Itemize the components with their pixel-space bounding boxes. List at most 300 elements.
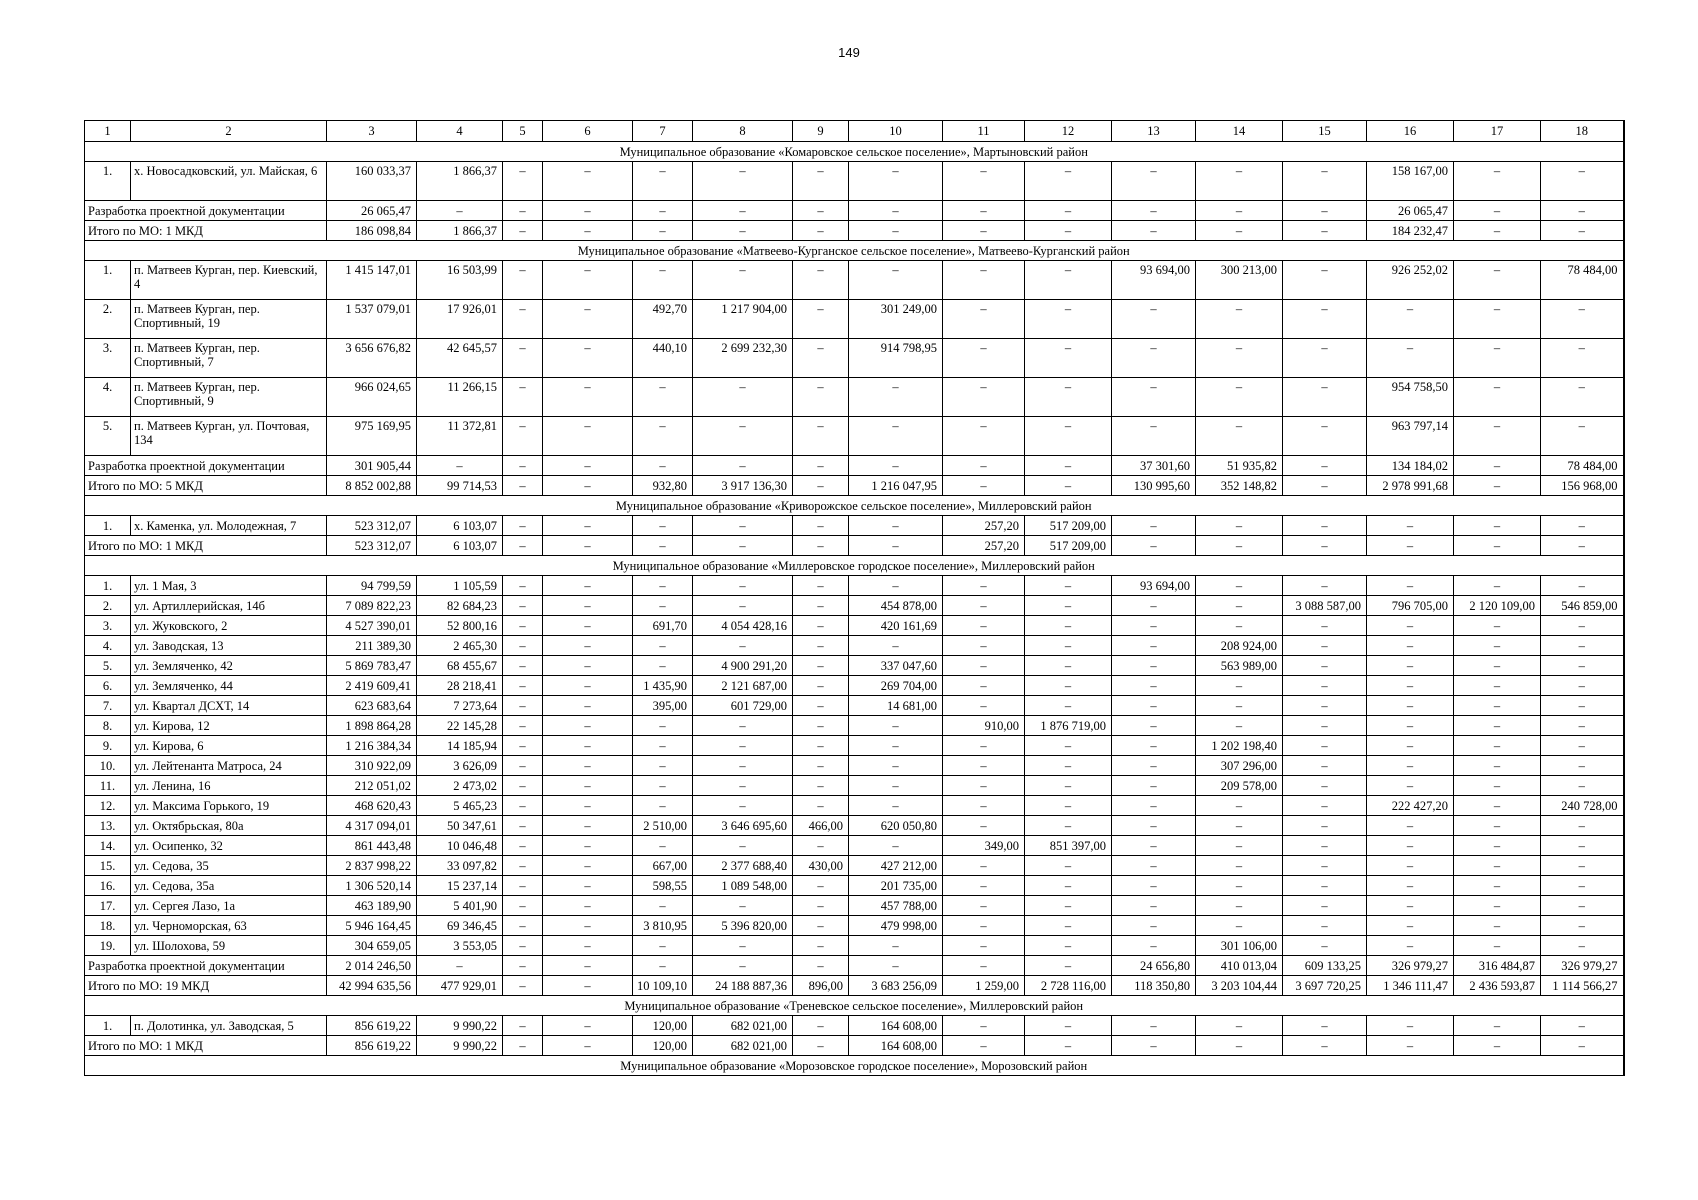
value-cell-col-7: – [633,596,693,616]
column-number: 18 [1541,121,1624,142]
value-cell-col-4: 1 866,37 [417,221,503,241]
value-cell-col-10: 420 161,69 [849,616,943,636]
value-cell-col-18: – [1541,756,1624,776]
value-cell-col-12: – [1025,956,1112,976]
table-row [85,736,1624,756]
value-cell-col-15: – [1283,456,1367,476]
value-cell-col-6: – [543,756,633,776]
value-cell-col-3: 1 415 147,01 [327,261,417,300]
address-cell: ул. Земляченко, 44 [131,676,327,696]
row-number: 6. [85,676,131,696]
value-cell-col-10: – [849,221,943,241]
value-cell-col-14: 301 106,00 [1196,936,1283,956]
value-cell-col-12: – [1025,756,1112,776]
row-number: 1. [85,576,131,596]
value-cell-col-14: 352 148,82 [1196,476,1283,496]
address-cell: ул. Квартал ДСХТ, 14 [131,696,327,716]
value-cell-col-4: 16 503,99 [417,261,503,300]
value-cell-col-6: – [543,576,633,596]
value-cell-col-17: – [1454,796,1541,816]
value-cell-col-6: – [543,936,633,956]
column-number-row [85,121,1624,142]
row-number: 3. [85,616,131,636]
address-cell: ул. Октябрьская, 80а [131,816,327,836]
value-cell-col-4: 1 105,59 [417,576,503,596]
value-cell-col-7: 2 510,00 [633,816,693,836]
value-cell-col-9: – [793,378,849,417]
address-cell: х. Каменка, ул. Молодежная, 7 [131,516,327,536]
row-label: Разработка проектной документации [85,456,327,476]
section-heading: Муниципальное образование «Матвеево-Курганское сельское поселение», Матвеево-Курганский район [85,241,1624,261]
value-cell-col-17: – [1454,456,1541,476]
value-cell-col-16: – [1367,636,1454,656]
value-cell-col-4: 42 645,57 [417,339,503,378]
value-cell-col-15: – [1283,261,1367,300]
value-cell-col-3: 856 619,22 [327,1036,417,1056]
row-number: 1. [85,261,131,300]
value-cell-col-13: – [1112,596,1196,616]
row-number: 17. [85,896,131,916]
value-cell-col-14: – [1196,417,1283,456]
value-cell-col-3: 966 024,65 [327,378,417,417]
table-row [85,796,1624,816]
value-cell-col-12: – [1025,261,1112,300]
value-cell-col-12: – [1025,300,1112,339]
value-cell-col-3: 26 065,47 [327,201,417,221]
value-cell-col-10: – [849,736,943,756]
table-row [85,856,1624,876]
value-cell-col-10: 201 735,00 [849,876,943,896]
value-cell-col-3: 523 312,07 [327,516,417,536]
address-cell: п. Матвеев Курган, пер. Спортивный, 19 [131,300,327,339]
table-row [85,716,1624,736]
value-cell-col-10: – [849,576,943,596]
value-cell-col-5: – [503,456,543,476]
row-label: Разработка проектной документации [85,201,327,221]
value-cell-col-11: 910,00 [943,716,1025,736]
value-cell-col-16: – [1367,696,1454,716]
section-heading-row [85,996,1624,1016]
column-number: 12 [1025,121,1112,142]
row-number: 3. [85,339,131,378]
value-cell-col-9: – [793,221,849,241]
value-cell-col-12: 517 209,00 [1025,516,1112,536]
value-cell-col-12: – [1025,676,1112,696]
value-cell-col-11: – [943,300,1025,339]
value-cell-col-4: 68 455,67 [417,656,503,676]
value-cell-col-17: – [1454,896,1541,916]
value-cell-col-13: – [1112,536,1196,556]
value-cell-col-7: – [633,378,693,417]
value-cell-col-12: – [1025,417,1112,456]
value-cell-col-4: 3 626,09 [417,756,503,776]
value-cell-col-17: – [1454,636,1541,656]
value-cell-col-13: – [1112,716,1196,736]
value-cell-col-15: – [1283,1016,1367,1036]
value-cell-col-7: – [633,221,693,241]
value-cell-col-13: – [1112,896,1196,916]
value-cell-col-14: – [1196,896,1283,916]
value-cell-col-17: – [1454,656,1541,676]
value-cell-col-12: – [1025,796,1112,816]
value-cell-col-15: – [1283,339,1367,378]
table-row [85,339,1624,378]
value-cell-col-8: 682 021,00 [693,1016,793,1036]
value-cell-col-17: – [1454,300,1541,339]
value-cell-col-15: – [1283,516,1367,536]
value-cell-col-13: – [1112,836,1196,856]
value-cell-col-4: 11 372,81 [417,417,503,456]
value-cell-col-15: – [1283,876,1367,896]
value-cell-col-3: 468 620,43 [327,796,417,816]
value-cell-col-17: – [1454,676,1541,696]
value-cell-col-15: – [1283,162,1367,201]
row-number: 13. [85,816,131,836]
value-cell-col-15: – [1283,836,1367,856]
column-number: 10 [849,121,943,142]
value-cell-col-9: – [793,936,849,956]
value-cell-col-13: – [1112,856,1196,876]
address-cell: п. Матвеев Курган, пер. Спортивный, 9 [131,378,327,417]
value-cell-col-17: – [1454,756,1541,776]
value-cell-col-17: – [1454,339,1541,378]
value-cell-col-3: 861 443,48 [327,836,417,856]
value-cell-col-16: – [1367,1016,1454,1036]
value-cell-col-14: – [1196,516,1283,536]
value-cell-col-7: 440,10 [633,339,693,378]
value-cell-col-13: – [1112,636,1196,656]
table-row [85,816,1624,836]
value-cell-col-9: – [793,516,849,536]
value-cell-col-10: 14 681,00 [849,696,943,716]
value-cell-col-5: – [503,516,543,536]
value-cell-col-9: – [793,896,849,916]
value-cell-col-10: – [849,756,943,776]
value-cell-col-4: 10 046,48 [417,836,503,856]
table-row [85,378,1624,417]
value-cell-col-17: 2 436 593,87 [1454,976,1541,996]
value-cell-col-7: – [633,456,693,476]
value-cell-col-18: 326 979,27 [1541,956,1624,976]
value-cell-col-12: – [1025,576,1112,596]
value-cell-col-18: – [1541,936,1624,956]
value-cell-col-10: 164 608,00 [849,1016,943,1036]
value-cell-col-9: – [793,300,849,339]
value-cell-col-16: – [1367,936,1454,956]
value-cell-col-4: 2 473,02 [417,776,503,796]
address-cell: ул. Заводская, 13 [131,636,327,656]
row-number: 4. [85,378,131,417]
address-cell: ул. Седова, 35 [131,856,327,876]
value-cell-col-9: – [793,876,849,896]
value-cell-col-14: – [1196,1016,1283,1036]
value-cell-col-4: 11 266,15 [417,378,503,417]
table-row [85,261,1624,300]
column-number: 8 [693,121,793,142]
value-cell-col-4: 9 990,22 [417,1036,503,1056]
value-cell-col-6: – [543,836,633,856]
value-cell-col-6: – [543,516,633,536]
value-cell-col-12: – [1025,616,1112,636]
value-cell-col-9: – [793,736,849,756]
value-cell-col-10: – [849,796,943,816]
value-cell-col-15: – [1283,916,1367,936]
value-cell-col-15: – [1283,816,1367,836]
value-cell-col-15: – [1283,936,1367,956]
value-cell-col-6: – [543,616,633,636]
value-cell-col-18: 78 484,00 [1541,456,1624,476]
value-cell-col-6: – [543,816,633,836]
value-cell-col-4: 9 990,22 [417,1016,503,1036]
column-number: 4 [417,121,503,142]
value-cell-col-9: – [793,616,849,636]
address-cell: х. Новосадковский, ул. Майская, 6 [131,162,327,201]
value-cell-col-11: – [943,796,1025,816]
column-number: 7 [633,121,693,142]
value-cell-col-12: – [1025,916,1112,936]
value-cell-col-15: – [1283,616,1367,636]
value-cell-col-18: – [1541,896,1624,916]
value-cell-col-3: 7 089 822,23 [327,596,417,616]
value-cell-col-15: – [1283,776,1367,796]
value-cell-col-4: 6 103,07 [417,516,503,536]
value-cell-col-9: – [793,1016,849,1036]
value-cell-col-16: – [1367,339,1454,378]
value-cell-col-9: – [793,916,849,936]
table-row [85,836,1624,856]
value-cell-col-12: – [1025,736,1112,756]
value-cell-col-17: – [1454,936,1541,956]
value-cell-col-15: 3 088 587,00 [1283,596,1367,616]
column-number: 9 [793,121,849,142]
column-number: 17 [1454,121,1541,142]
column-number: 13 [1112,121,1196,142]
value-cell-col-12: 517 209,00 [1025,536,1112,556]
row-label: Итого по МО: 5 МКД [85,476,327,496]
value-cell-col-6: – [543,656,633,676]
table-row [85,936,1624,956]
value-cell-col-11: – [943,816,1025,836]
row-number: 1. [85,162,131,201]
value-cell-col-8: 5 396 820,00 [693,916,793,936]
value-cell-col-13: 93 694,00 [1112,261,1196,300]
value-cell-col-16: 26 065,47 [1367,201,1454,221]
value-cell-col-11: – [943,676,1025,696]
column-number: 5 [503,121,543,142]
value-cell-col-17: – [1454,696,1541,716]
value-cell-col-11: – [943,596,1025,616]
value-cell-col-10: 164 608,00 [849,1036,943,1056]
value-cell-col-12: 1 876 719,00 [1025,716,1112,736]
value-cell-col-18: – [1541,339,1624,378]
section-heading: Муниципальное образование «Миллеровское городское поселение», Миллеровский район [85,556,1624,576]
value-cell-col-18: – [1541,576,1624,596]
value-cell-col-8: – [693,201,793,221]
value-cell-col-12: – [1025,936,1112,956]
value-cell-col-3: 1 216 384,34 [327,736,417,756]
value-cell-col-18: – [1541,616,1624,636]
table-row [85,596,1624,616]
value-cell-col-6: – [543,456,633,476]
value-cell-col-9: – [793,756,849,776]
value-cell-col-16: – [1367,716,1454,736]
value-cell-col-14: – [1196,676,1283,696]
value-cell-col-5: – [503,1036,543,1056]
value-cell-col-15: – [1283,201,1367,221]
row-label: Итого по МО: 1 МКД [85,1036,327,1056]
value-cell-col-5: – [503,796,543,816]
value-cell-col-13: – [1112,300,1196,339]
value-cell-col-10: 457 788,00 [849,896,943,916]
value-cell-col-12: 851 397,00 [1025,836,1112,856]
row-number: 9. [85,736,131,756]
value-cell-col-13: – [1112,776,1196,796]
value-cell-col-12: – [1025,816,1112,836]
value-cell-col-15: – [1283,676,1367,696]
value-cell-col-11: – [943,339,1025,378]
value-cell-col-7: – [633,417,693,456]
value-cell-col-7: – [633,936,693,956]
value-cell-col-12: – [1025,1036,1112,1056]
value-cell-col-14: – [1196,339,1283,378]
value-cell-col-12: – [1025,596,1112,616]
value-cell-col-4: 1 866,37 [417,162,503,201]
value-cell-col-3: 463 189,90 [327,896,417,916]
value-cell-col-10: 479 998,00 [849,916,943,936]
value-cell-col-11: – [943,896,1025,916]
value-cell-col-10: 269 704,00 [849,676,943,696]
value-cell-col-10: – [849,378,943,417]
row-number: 1. [85,1016,131,1036]
value-cell-col-6: – [543,536,633,556]
value-cell-col-3: 856 619,22 [327,1016,417,1036]
value-cell-col-6: – [543,300,633,339]
table-row [85,756,1624,776]
value-cell-col-6: – [543,916,633,936]
value-cell-col-5: – [503,201,543,221]
value-cell-col-6: – [543,1036,633,1056]
table-row [85,876,1624,896]
value-cell-col-7: 932,80 [633,476,693,496]
value-cell-col-16: – [1367,896,1454,916]
value-cell-col-5: – [503,339,543,378]
value-cell-col-11: – [943,656,1025,676]
value-cell-col-11: – [943,1016,1025,1036]
value-cell-col-18: – [1541,816,1624,836]
value-cell-col-8: – [693,576,793,596]
value-cell-col-8: – [693,162,793,201]
value-cell-col-5: – [503,676,543,696]
address-cell: п. Матвеев Курган, ул. Почтовая, 134 [131,417,327,456]
value-cell-col-6: – [543,856,633,876]
value-cell-col-8: – [693,736,793,756]
value-cell-col-7: – [633,162,693,201]
value-cell-col-7: – [633,636,693,656]
value-cell-col-16: 796 705,00 [1367,596,1454,616]
value-cell-col-4: 50 347,61 [417,816,503,836]
value-cell-col-18: 78 484,00 [1541,261,1624,300]
value-cell-col-5: – [503,956,543,976]
value-cell-col-8: – [693,417,793,456]
column-number: 2 [131,121,327,142]
row-number: 19. [85,936,131,956]
value-cell-col-13: – [1112,796,1196,816]
row-number: 2. [85,596,131,616]
value-cell-col-9: – [793,476,849,496]
value-cell-col-13: 118 350,80 [1112,976,1196,996]
value-cell-col-12: – [1025,856,1112,876]
section-heading: Муниципальное образование «Комаровское сельское поселение», Мартыновский район [85,142,1624,162]
address-cell: ул. Седова, 35а [131,876,327,896]
value-cell-col-16: 926 252,02 [1367,261,1454,300]
value-cell-col-7: 598,55 [633,876,693,896]
value-cell-col-16: – [1367,856,1454,876]
value-cell-col-14: 410 013,04 [1196,956,1283,976]
value-cell-col-16: – [1367,736,1454,756]
value-cell-col-11: – [943,936,1025,956]
table-row [85,576,1624,596]
value-cell-col-13: 24 656,80 [1112,956,1196,976]
row-number: 2. [85,300,131,339]
value-cell-col-6: – [543,1016,633,1036]
value-cell-col-4: 69 346,45 [417,916,503,936]
value-cell-col-5: – [503,736,543,756]
value-cell-col-18: – [1541,417,1624,456]
value-cell-col-8: – [693,756,793,776]
value-cell-col-13: 37 301,60 [1112,456,1196,476]
value-cell-col-18: – [1541,1036,1624,1056]
value-cell-col-17: – [1454,736,1541,756]
value-cell-col-9: – [793,536,849,556]
value-cell-col-5: – [503,536,543,556]
value-cell-col-10: – [849,417,943,456]
value-cell-col-10: – [849,636,943,656]
value-cell-col-14: 3 203 104,44 [1196,976,1283,996]
value-cell-col-9: – [793,676,849,696]
row-label: Разработка проектной документации [85,956,327,976]
value-cell-col-12: – [1025,339,1112,378]
value-cell-col-11: – [943,696,1025,716]
value-cell-col-9: – [793,596,849,616]
value-cell-col-5: – [503,476,543,496]
value-cell-col-4: 14 185,94 [417,736,503,756]
value-cell-col-14: – [1196,201,1283,221]
value-cell-col-7: 395,00 [633,696,693,716]
value-cell-col-18: – [1541,856,1624,876]
value-cell-col-12: 2 728 116,00 [1025,976,1112,996]
value-cell-col-15: 609 133,25 [1283,956,1367,976]
section-heading-row [85,496,1624,516]
section-heading-row [85,241,1624,261]
value-cell-col-18: – [1541,378,1624,417]
section-heading-row [85,556,1624,576]
value-cell-col-14: – [1196,876,1283,896]
value-cell-col-6: – [543,736,633,756]
value-cell-col-11: – [943,201,1025,221]
value-cell-col-6: – [543,476,633,496]
value-cell-col-10: 1 216 047,95 [849,476,943,496]
value-cell-col-7: – [633,516,693,536]
value-cell-col-18: – [1541,300,1624,339]
value-cell-col-12: – [1025,876,1112,896]
value-cell-col-12: – [1025,696,1112,716]
table-row [85,516,1624,536]
value-cell-col-17: – [1454,876,1541,896]
page-number: 149 [838,45,860,60]
row-number: 10. [85,756,131,776]
value-cell-col-11: – [943,221,1025,241]
address-cell: ул. Ленина, 16 [131,776,327,796]
